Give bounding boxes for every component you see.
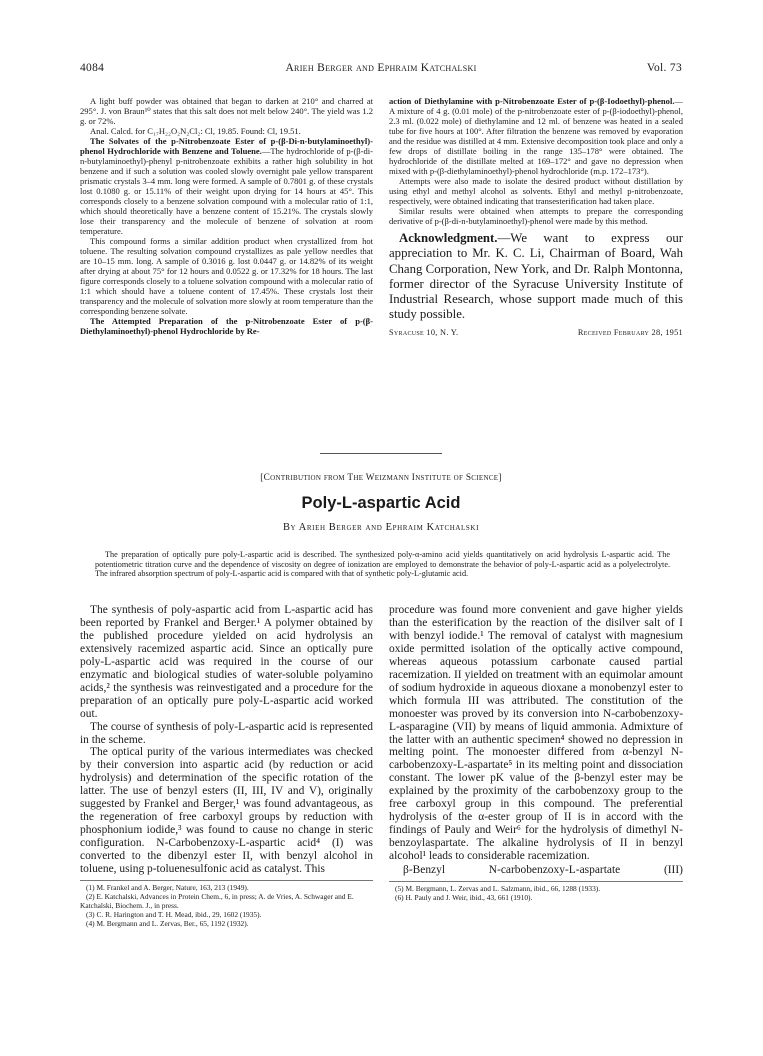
section-heading: The Attempted Preparation of the p-Nitrobenzoate Ester of p-(β-Diethylaminoethyl)-phenol Hydrochloride by Re-	[80, 316, 373, 337]
footnote: (3) C. R. Harington and T. H. Mead, ibid., 29, 1602 (1935).	[86, 909, 262, 919]
received-date: Received February 28, 1951	[577, 328, 683, 338]
footnote: (6) H. Pauly and J. Weir, ibid., 43, 661 (1910).	[395, 892, 533, 902]
paragraph: This compound forms a similar addition product when crystallized from hot toluene. The resulting solvation compound crystallizes as pale yellow needles that are 10–15 mm. long. A sample of 0.3016 g. lost 0.0447 g. or 14.82% of its weight after drying at about 75° for 12 hours and 0.0522 g. or 17.32% for 18 hours. The last figure corresponds closely to a toluene solvation compound with a molecular ratio of 1:1 which should have a toluene content of 17.45%. These crystals lost their transparency and the molecule of solvation more slowly at room temperature than the corresponding benzene solvate.	[80, 236, 373, 317]
paragraph: Attempts were also made to isolate the desired product without distillation by using ethyl and methyl alcohol as solvents. Ethyl and methyl p-nitrobenzoate, respectively, were obtained indicating that transesterification had taken place.	[389, 176, 683, 207]
paragraph: Similar results were obtained when attempts to prepare the corresponding derivative of p-(β-di-n-butylaminoethyl)-phenol were made by this method.	[389, 206, 683, 227]
previous-article-column-left	[80, 96, 373, 336]
volume-number: Vol. 73	[646, 62, 682, 74]
acknowledgment-heading: Acknowledgment.	[399, 231, 498, 246]
footnote: (5) M. Bergmann, L. Zervas and L. Salzmann, ibid., 66, 1288 (1933).	[395, 884, 601, 894]
paragraph: The course of synthesis of poly-L-aspartic acid is represented in the scheme.	[80, 720, 373, 746]
article-title: Poly-L-aspartic Acid	[301, 494, 461, 512]
article-divider	[320, 453, 442, 454]
footnote: (4) M. Bergmann and L. Zervas, Ber., 65, 1192 (1932).	[86, 918, 249, 928]
section-heading: action of Diethylamine with p-Nitrobenzoate Ester of p-(β-Iodoethyl)-phenol.	[389, 96, 675, 106]
paragraph: The synthesis of poly-aspartic acid from L-aspartic acid has been reported by Frankel and Berger.¹ A polymer obtained by the published procedure yielded on acid hydrolysis an extensively racemized aspartic acid. Since an optically pure poly-L-aspartic acid was required in the course of our enzymatic and biological studies of water-soluble polyamino acids,² the synthesis was reinvestigated and a procedure for the preparation of an optically pure poly-L-aspartic acid worked out.	[80, 604, 373, 720]
structure-name: N-carbobenzoxy-L-aspartate	[488, 864, 621, 877]
structure-number: (III)	[663, 864, 683, 877]
paragraph	[80, 316, 373, 336]
running-header	[80, 62, 682, 78]
paragraph: A light buff powder was obtained that began to darken at 210° and charred at 295°. J. von Braun¹⁰ states that this salt does not melt below 240°. The yield was 1.2 g. or 72%.	[80, 96, 373, 127]
analysis-line: Anal. Calcd. for C₁₇H₂₂O₂N₂Cl₂: Cl, 19.85. Found: Cl, 19.51.	[90, 126, 301, 137]
footnote: (1) M. Frankel and A. Berger, Nature, 163, 213 (1949).	[86, 883, 249, 893]
abstract: The preparation of optically pure poly-L-aspartic acid is described. The synthesized poly-α-amino acid yields quantitatively on acid hydrolysis L-aspartic acid. The potentiometric titration curve and the dependence of viscosity on degree of ionization are employed to demonstrate the behavior of poly-L-aspartic acid as a polyelectrolyte. The infrared absorption spectrum of poly-L-aspartic acid is compared with that of synthetic poly-L-glutamic acid.	[95, 550, 670, 579]
acknowledgment: Acknowledgment.—We want to express our appreciation to Mr. K. C. Li, Chairman of Board, Wah Chang Corporation, New York, and Dr. Ralph Montonna, former director of the Syracuse University Institute of Industrial Research, whose support made much of this study possible.	[389, 231, 683, 322]
contribution-line: [Contribution from The Weizmann Institute of Science]	[260, 473, 502, 483]
footnotes	[80, 880, 373, 929]
signature-line	[389, 328, 683, 338]
body-column-right	[389, 604, 683, 903]
section-heading: The Solvates of the p-Nitrobenzoate Ester of p-(β-Di-n-butylaminoethyl)-phenol Hydrochloride with Benzene and Toluene.	[80, 136, 373, 157]
footnotes	[389, 881, 683, 903]
structure-prefix: β-Benzyl	[403, 864, 446, 877]
page-number: 4084	[80, 62, 105, 74]
running-title: Arieh Berger and Ephraim Katchalski	[285, 62, 477, 74]
location: Syracuse 10, N. Y.	[389, 328, 459, 338]
body-column-left	[80, 604, 373, 929]
previous-article-column-right	[389, 96, 683, 338]
paragraph: The Solvates of the p-Nitrobenzoate Ester of p-(β-Di-n-butylaminoethyl)-phenol Hydrochloride with Benzene and Toluene.—The hydrochloride of p-(β-di-n-butylaminoethyl)-phenyl p-nitrobenzoate exhibits a rather high solubility in hot benzene and if such a solution was cooled slowly overnight pale yellow transparent prismatic crystals 3–4 mm. long were formed. A sample of 0.7801 g. of these crystals lost 0.1080 g. or 15.11% of their weight upon drying for 14 hours at 45°. This corresponds closely to a benzene solvation compound with a molecular ratio of 1:1, which should theoretically have a benzene content of 15.21%. The crystals slowly lose their transparency and the molecule of benzene of solvation at room temperature.	[80, 136, 373, 237]
structure-label	[389, 864, 683, 877]
footnote: (2) E. Katchalski, Advances in Protein Chem., 6, in press; A. de Vries, A. Schwager and E. Katchalski, Biochem. J., in press.	[80, 891, 354, 910]
paragraph: procedure was found more convenient and gave higher yields than the esterification by the reaction of the disilver salt of I with benzyl iodide.¹ The removal of catalyst with magnesium oxide permitted isolation of the optically active compound, whereas aqueous potassium carbonate caused partial racemization. II yielded on treatment with an equimolar amount of sodium hydroxide in aqueous dioxane a monobenzyl ester to which formula III was attributed. The constitution of the monoester was proved by its conversion into N-carbobenzoxy-L-asparagine (VII) by means of liquid ammonia. Admixture of the latter with an authentic specimen⁴ showed no depression in melting point. The monoester differed from α-benzyl N-carbobenzoxy-L-aspartate⁵ in its melting point and dissociation constant. The lower pK value of the β-benzyl ester may be explained by the proximity of the carbobenzoxy group to the free carboxyl group in this compound. The preferential hydrolysis of the α-ester group of II is in accord with the findings of Pauly and Weir⁶ for the hydrolysis of dimethyl N-benzoylaspartate. The alkaline hydrolysis of II in benzyl alcohol¹ leads to considerable racemization.	[389, 604, 683, 863]
article-authors: By Arieh Berger and Ephraim Katchalski	[282, 522, 480, 533]
paragraph: action of Diethylamine with p-Nitrobenzoate Ester of p-(β-Iodoethyl)-phenol.—A mixture of 4 g. (0.01 mole) of the p-nitrobenzoate ester of p-(β-iodoethyl)-phenol, 2.3 ml. (0.022 mole) of diethylamine and 12 ml. of benzene was heated in a sealed tube for five hours at 100°. After filtration the benzene was removed by evaporation and the residue was distilled at 4 mm. Extensive decomposition took place and only a few drops of distillate boiling in the range 135–178° were obtained. The hydrochloride of the distillate melted at 169–172° and gave no depression when mixed with p-(β-diethylaminoethyl)-phenol hydrochloride (m.p. 172–173°).	[389, 96, 683, 177]
paragraph: The optical purity of the various intermediates was checked by their conversion into aspartic acid (by reduction or acid hydrolysis) and determination of the specific rotation of the latter. The use of benzyl esters (II, III, IV and V), originally suggested by Frankel and Berger,¹ was found advantageous, as the regeneration of free carboxyl groups by reduction with phosphonium iodide,³ was found to cause no change in steric configuration. N-Carbobenzoxy-L-aspartic acid⁴ (I) was converted to the dibenzyl ester II, with benzyl alcohol in toluene, using p-toluenesulfonic acid as catalyst. This	[80, 746, 373, 876]
